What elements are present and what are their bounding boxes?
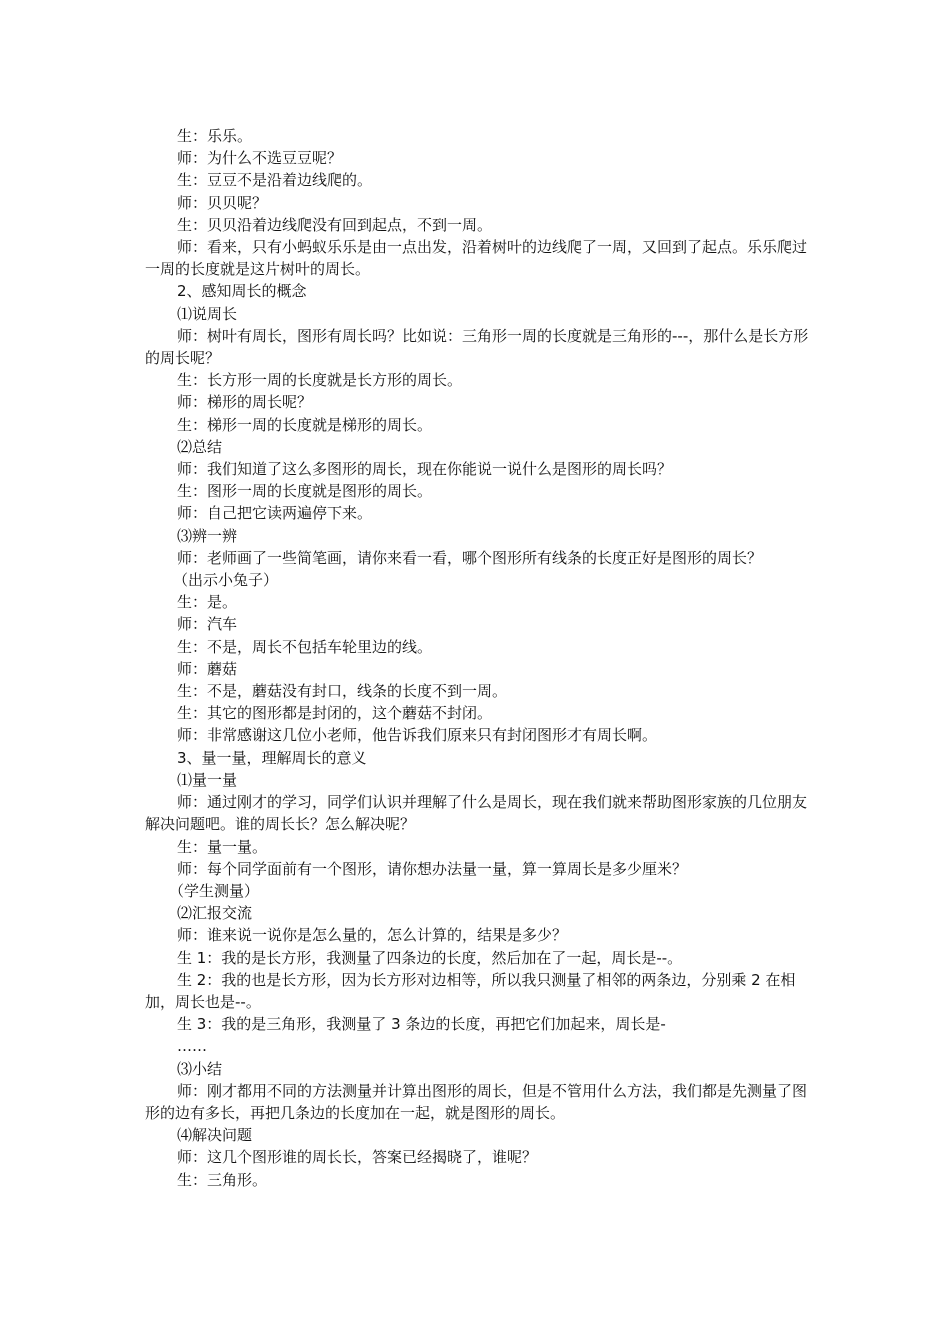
dialogue-line: 师：蘑菇 — [177, 659, 238, 678]
subsection-heading: ⑴量一量 — [177, 770, 238, 789]
dialogue-line: 生：三角形。 — [177, 1170, 268, 1189]
dialogue-line: 生：乐乐。 — [177, 127, 253, 145]
dialogue-paragraph: 师：看来，只有小蚂蚁乐乐是由一点出发，沿着树叶的边线爬了一周，又回到了起点。乐乐爬过一周的长度就是这片树叶的周长。 — [145, 238, 808, 279]
document-page — [145, 125, 810, 1191]
subsection-heading: ⑴说周长 — [177, 304, 238, 323]
dialogue-line: 师：非常感谢这几位小老师，他告诉我们原来只有封闭图形才有周长啊。 — [177, 726, 658, 745]
ellipsis-line: …… — [177, 1037, 207, 1056]
dialogue-line: 师：为什么不选豆豆呢？ — [177, 149, 343, 168]
dialogue-line: 生 3：我的是三角形，我测量了 3 条边的长度，再把它们加起来，周长是- — [177, 1015, 666, 1034]
dialogue-line: 师：贝贝呢？ — [177, 193, 268, 212]
dialogue-line: 师：梯形的周长呢？ — [177, 393, 313, 412]
dialogue-paragraph: 师：老师画了一些简笔画，请你来看一看，哪个图形所有线条的长度正好是图形的周长？ — [177, 548, 763, 567]
dialogue-line: 生：是。 — [177, 593, 238, 612]
stage-direction: （学生测量） — [169, 881, 260, 900]
dialogue-line: 生：不是，周长不包括车轮里边的线。 — [177, 637, 433, 656]
dialogue-line: 生：梯形一周的长度就是梯形的周长。 — [177, 415, 433, 434]
section-heading: 2、感知周长的概念 — [177, 282, 307, 301]
subsection-heading: ⑶小结 — [177, 1059, 223, 1078]
subsection-heading: ⑷解决问题 — [177, 1126, 253, 1145]
dialogue-line: 师：谁来说一说你是怎么量的，怎么计算的，结果是多少？ — [177, 926, 568, 945]
dialogue-paragraph: 师：通过刚才的学习，同学们认识并理解了什么是周长，现在我们就来帮助图形家族的几位朋友解决问题吧。谁的周长长？怎么解决呢？ — [145, 793, 808, 834]
dialogue-line: 生：量一量。 — [177, 837, 268, 856]
dialogue-line: 师：这几个图形谁的周长长，答案已经揭晓了，谁呢？ — [177, 1148, 538, 1167]
stage-direction: （出示小兔子） — [173, 571, 279, 590]
dialogue-line: 生：豆豆不是沿着边线爬的。 — [177, 171, 373, 190]
dialogue-line: 生：贝贝沿着边线爬没有回到起点，不到一周。 — [177, 215, 493, 234]
dialogue-line: 生：不是，蘑菇没有封口，线条的长度不到一周。 — [177, 682, 508, 701]
subsection-heading: ⑶辨一辨 — [177, 526, 238, 545]
dialogue-line: 生：图形一周的长度就是图形的周长。 — [177, 482, 433, 501]
dialogue-paragraph: 生 2：我的也是长方形，因为长方形对边相等，所以我只测量了相邻的两条边，分别乘 2 在相加，周长也是--。 — [145, 970, 796, 1011]
section-heading: 3、量一量，理解周长的意义 — [177, 748, 367, 767]
dialogue-line: 生：长方形一周的长度就是长方形的周长。 — [177, 371, 463, 390]
dialogue-paragraph: 师：刚才都用不同的方法测量并计算出图形的周长，但是不管用什么方法，我们都是先测量了图形的边有多长，再把几条边的长度加在一起，就是图形的周长。 — [145, 1081, 808, 1122]
dialogue-line: 师：自己把它读两遍停下来。 — [177, 504, 373, 523]
dialogue-line: 生：其它的图形都是封闭的，这个蘑菇不封闭。 — [177, 704, 493, 723]
subsection-heading: ⑵汇报交流 — [177, 904, 253, 923]
dialogue-line: 师：每个同学面前有一个图形，请你想办法量一量，算一算周长是多少厘米？ — [177, 859, 688, 878]
dialogue-line: 生 1：我的是长方形，我测量了四条边的长度，然后加在了一起，周长是--。 — [177, 948, 683, 967]
subsection-heading: ⑵总结 — [177, 437, 223, 456]
dialogue-line: 师：我们知道了这么多图形的周长，现在你能说一说什么是图形的周长吗？ — [177, 460, 673, 479]
dialogue-line: 师：汽车 — [177, 615, 238, 634]
dialogue-paragraph: 师：树叶有周长，图形有周长吗？比如说：三角形一周的长度就是三角形的---，那什么是长方形的周长呢？ — [145, 326, 809, 368]
